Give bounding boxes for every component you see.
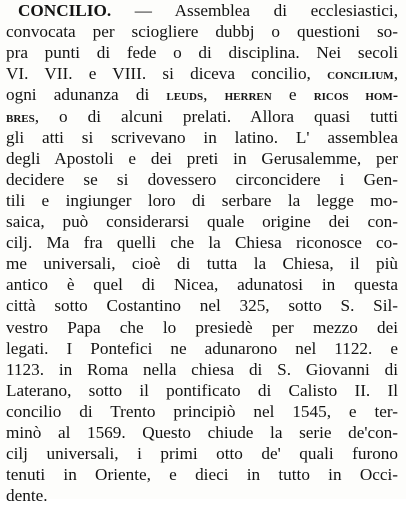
text-segment: gli atti si scrivevano in latino. L' assemblea — [6, 127, 398, 147]
small-caps-term: leuds — [166, 87, 204, 105]
text-segment: vestro Papa che lo presiedè per mezzo dei — [6, 317, 398, 337]
text-segment: antico è quel di Nicea, adunatosi in questa — [6, 275, 398, 295]
text-segment: pra punti di fede o di disciplina. Nei secoli — [6, 43, 398, 63]
text-segment: , o di alcuni prelati. Allora quasi tutti — [34, 106, 398, 126]
text-line — [6, 295, 398, 317]
text-line — [6, 211, 398, 233]
text-line — [6, 380, 398, 402]
text-segment: convocata per sciogliere dubbj o questioni so- — [6, 22, 398, 42]
text-segment: degli Apostoli e dei preti in Gerusalemme, per — [6, 148, 398, 168]
text-segment: concilio di Trento principiò nel 1545, e ter- — [6, 401, 398, 421]
text-segment: città sotto Costantino nel 325, sotto S. Sil- — [6, 296, 398, 316]
text-line — [6, 464, 398, 486]
text-segment: dente. — [6, 486, 48, 506]
small-caps-term: ricos hom- — [313, 87, 398, 105]
text-line — [6, 21, 398, 43]
text-segment: — Assemblea di ecclesiastici, — [111, 1, 398, 20]
text-segment: , — [203, 85, 225, 105]
text-line — [6, 148, 398, 170]
text-line — [6, 127, 398, 149]
text-line — [6, 401, 398, 423]
text-line — [6, 338, 398, 360]
text-segment: minò al 1569. Questo chiude la serie de'con- — [6, 423, 398, 442]
small-caps-term: concilium — [327, 66, 394, 84]
text-line — [6, 106, 398, 128]
text-line — [6, 317, 398, 339]
text-line — [6, 359, 398, 381]
text-line — [6, 274, 398, 296]
text-segment: saica, può considerarsi quale origine dei con- — [6, 212, 398, 231]
text-segment: tili e ingiunger loro di serbare la legge mo- — [6, 190, 398, 210]
text-line — [6, 485, 398, 507]
text-line — [18, 0, 398, 22]
text-line — [6, 190, 398, 212]
text-segment: cilj. Ma fra quelli che la Chiesa riconosce co- — [6, 233, 398, 253]
small-caps-term: herren — [224, 87, 272, 105]
text-line — [6, 169, 398, 191]
text-line — [6, 253, 398, 275]
text-segment: legati. I Pontefici ne adunarono nel 1122. e — [6, 338, 398, 358]
text-segment: ogni adunanza di — [6, 85, 167, 105]
entry-headword: CONCILIO. — [18, 1, 112, 20]
text-segment: me universali, cioè di tutta la Chiesa, il più — [6, 254, 398, 274]
text-segment: tenuti in Oriente, e dieci in tutto in Occi- — [6, 465, 398, 485]
text-line — [6, 84, 398, 106]
text-line — [6, 63, 398, 85]
text-segment: decidere se si dovessero circoncidere i Gen- — [6, 169, 398, 189]
text-segment: e — [271, 85, 314, 105]
small-caps-term: bres — [6, 108, 35, 126]
text-line — [6, 42, 398, 64]
text-segment: 1123. in Roma nella chiesa di S. Giovanni di — [6, 359, 398, 379]
text-segment: VI. VII. e VIII. si diceva concilio, — [6, 64, 328, 84]
text-segment: Laterano, sotto il pontificato di Calisto II. Il — [6, 380, 398, 400]
text-line — [6, 232, 398, 254]
text-segment: cilj universali, i primi otto de' quali furono — [6, 444, 398, 464]
text-segment: , — [393, 64, 398, 84]
text-line — [6, 422, 398, 444]
text-line — [6, 443, 398, 465]
